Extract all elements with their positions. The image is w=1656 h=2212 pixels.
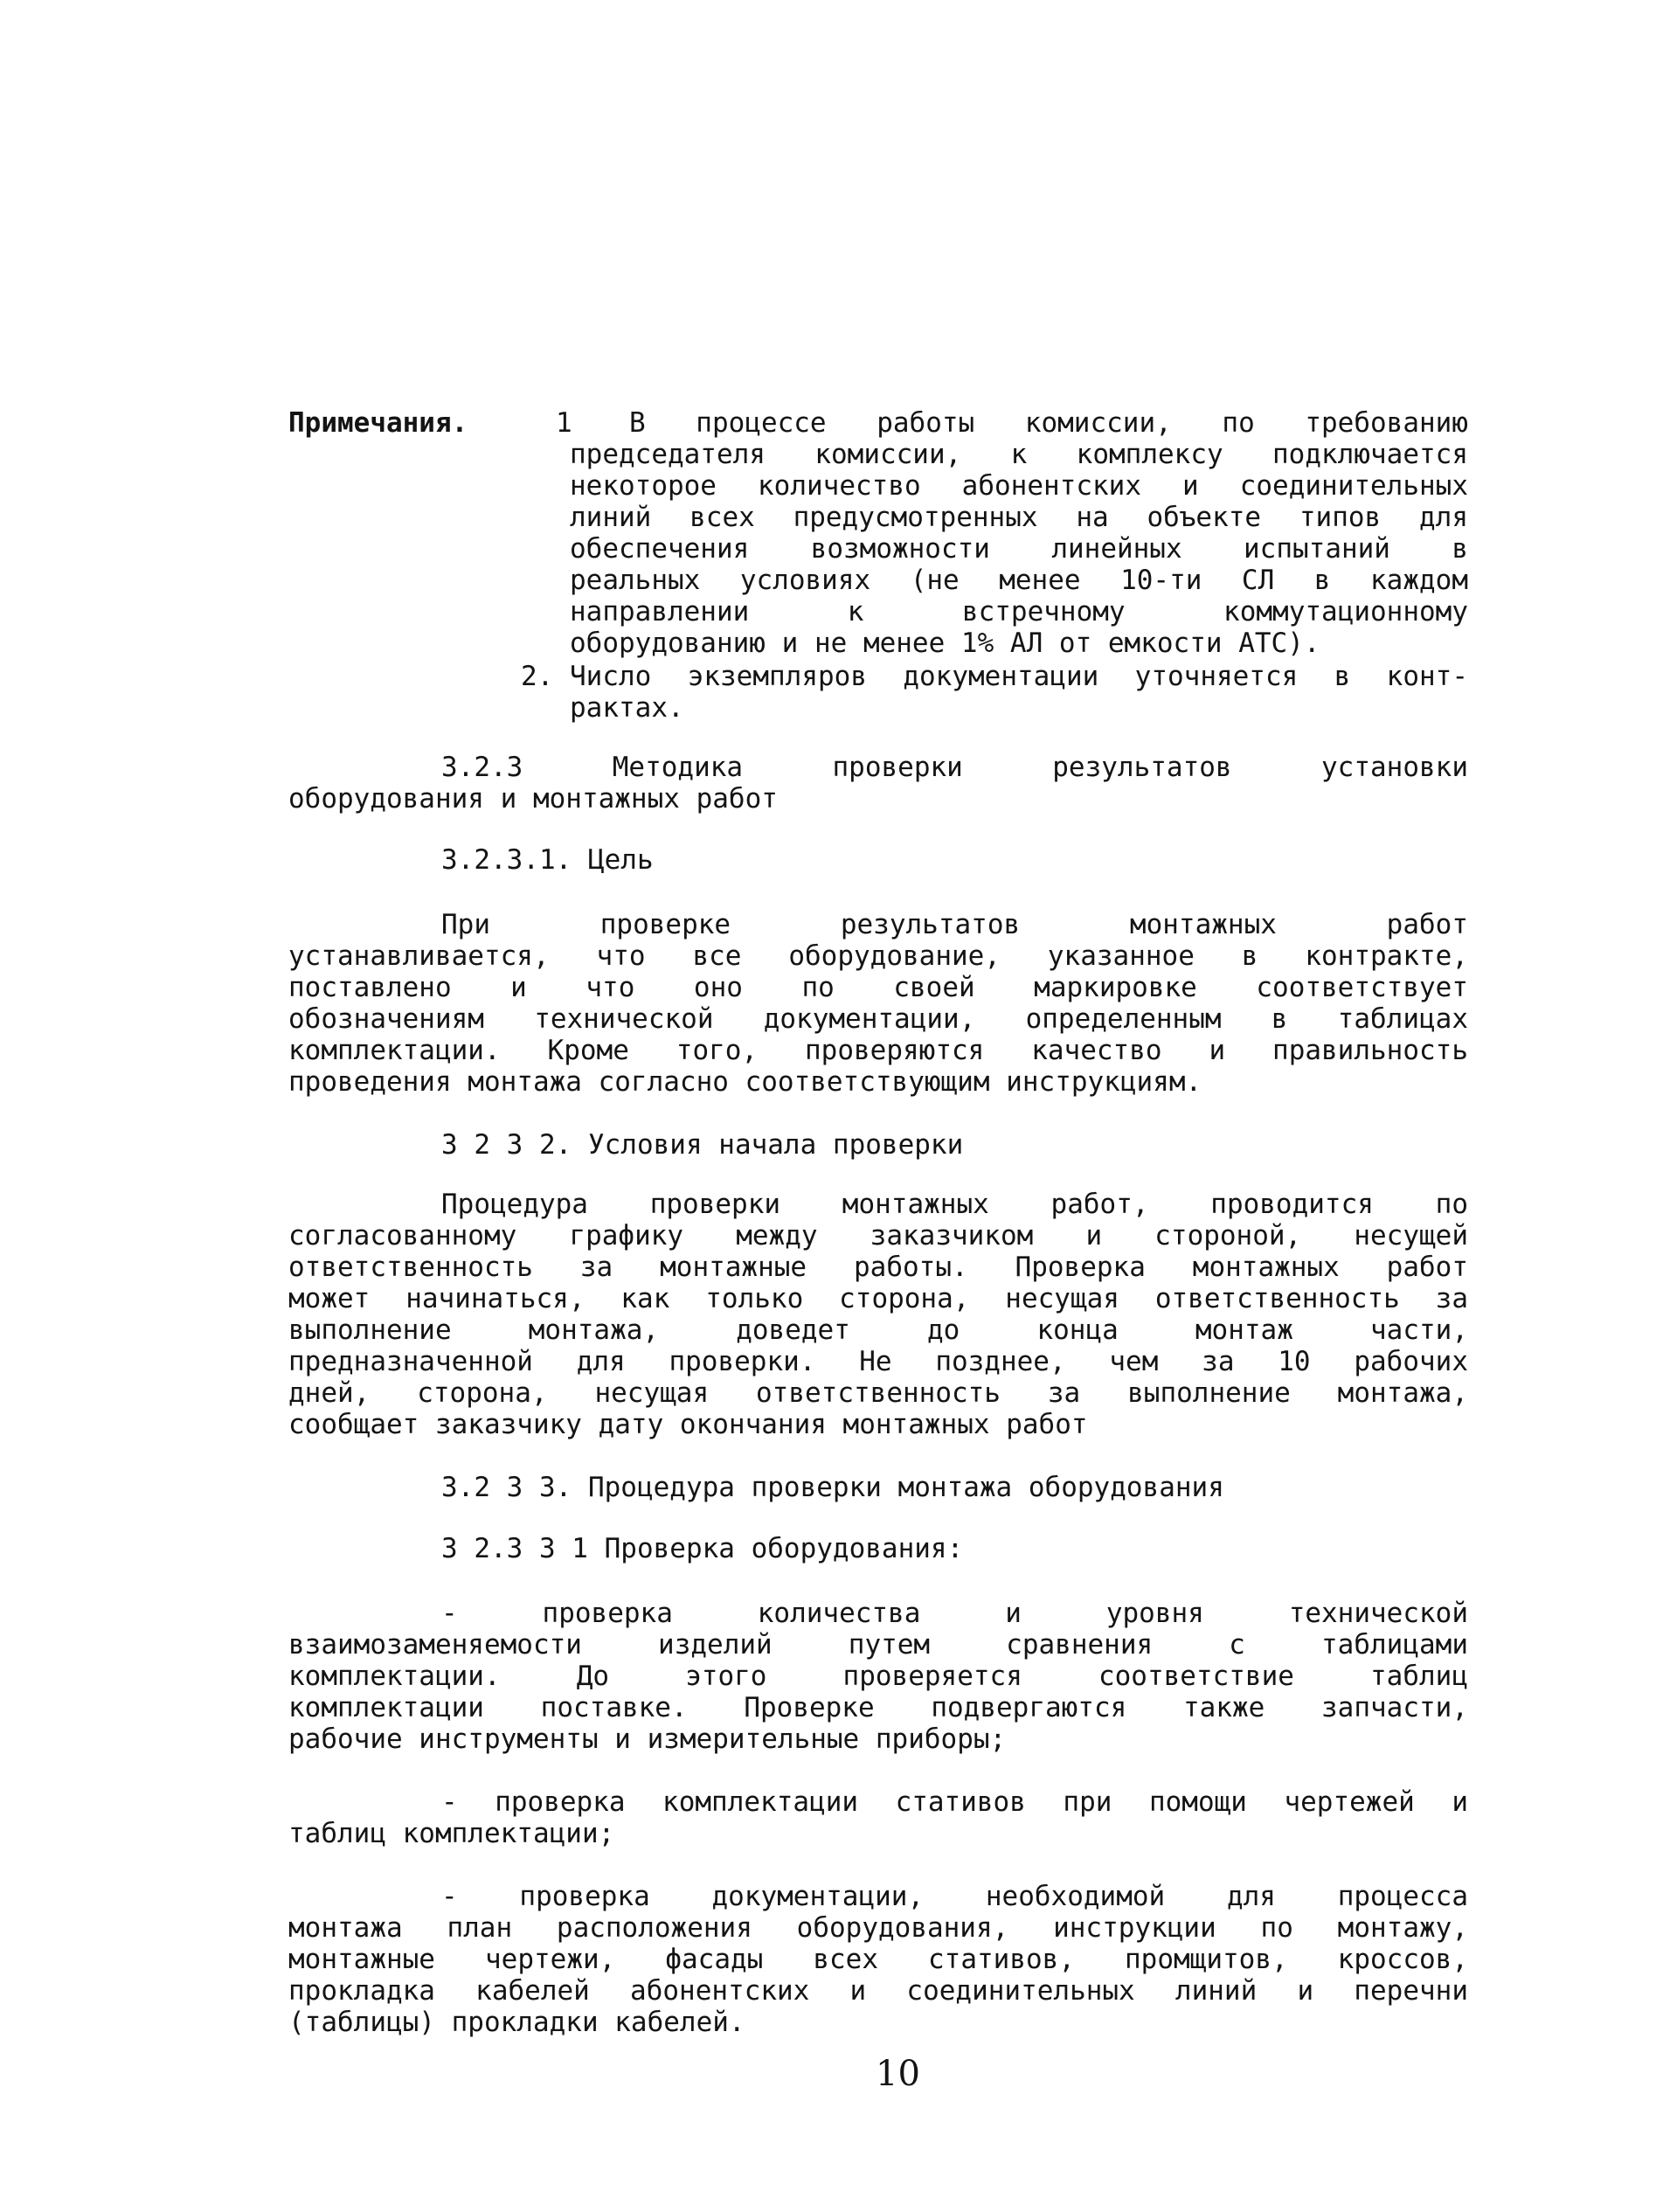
- paragraph-line: сообщает заказчику дату окончания монтажных работ: [288, 1409, 1088, 1440]
- note-1-line: некоторое количество абонентских и соединительных: [570, 470, 1468, 502]
- bullet-line: (таблицы) прокладки кабелей.: [288, 2007, 745, 2038]
- paragraph-line: Процедура проверки монтажных работ, проводится по: [441, 1189, 1468, 1220]
- note-1-line: В процессе работы комиссии, по требованию: [629, 407, 1468, 439]
- bullet-line: - проверка документации, необходимой для процесса: [441, 1881, 1468, 1912]
- note-1-line: линий всех предусмотренных на объекте типов для: [570, 502, 1468, 533]
- bullet-line: прокладка кабелей абонентских и соединительных линий и перечни: [288, 1975, 1468, 2007]
- section-heading-3-2-3-3: 3.2 3 3. Процедура проверки монтажа оборудования: [441, 1472, 1224, 1503]
- note-1-line: обеспечения возможности линейных испытаний в: [570, 533, 1468, 565]
- bullet-line: - проверка комплектации стативов при помощи чертежей и: [441, 1786, 1468, 1818]
- paragraph-line: устанавливается, что все оборудование, указанное в контракте,: [288, 940, 1468, 972]
- section-heading-3-2-3-3-1: 3 2.3 3 1 Проверка оборудования:: [441, 1533, 964, 1564]
- bullet-line: - проверка количества и уровня технической: [441, 1598, 1468, 1629]
- bullet-line: комплектации. До этого проверяется соответствие таблиц: [288, 1661, 1468, 1692]
- notes-label: Примечания.: [288, 407, 468, 439]
- note-1-line: направлении к встречному коммутационному: [570, 596, 1468, 628]
- bullet-line: монтажные чертежи, фасады всех стативов, промщитов, кроссов,: [288, 1944, 1468, 1975]
- note-1-number: 1: [556, 407, 572, 439]
- paragraph-line: может начинаться, как только сторона, несущая ответственность за: [288, 1283, 1468, 1314]
- bullet-line: таблиц комплектации;: [288, 1818, 615, 1849]
- bullet-line: рабочие инструменты и измерительные приборы;: [288, 1723, 1007, 1755]
- paragraph-line: обозначениям технической документации, определенным в таблицах: [288, 1003, 1468, 1035]
- paragraph-line: согласованному графику между заказчиком и стороной, несущей: [288, 1220, 1468, 1252]
- note-2-number: 2.: [521, 661, 554, 692]
- note-1-line: оборудованию и не менее 1% АЛ от емкости АТС).: [570, 628, 1320, 659]
- section-heading-3-2-3: 3.2.3 Методика проверки результатов установки: [441, 752, 1468, 783]
- bullet-line: взаимозаменяемости изделий путем сравнения с таблицами: [288, 1629, 1468, 1661]
- section-heading-3-2-3-2: 3 2 3 2. Условия начала проверки: [441, 1129, 964, 1161]
- paragraph-line: проведения монтажа согласно соответствующим инструкциям.: [288, 1066, 1202, 1098]
- paragraph-line: ответственность за монтажные работы. Проверка монтажных работ: [288, 1252, 1468, 1283]
- paragraph-line: При проверке результатов монтажных работ: [441, 909, 1468, 940]
- bullet-line: комплектации поставке. Проверке подвергаются также запчасти,: [288, 1692, 1468, 1723]
- bullet-line: монтажа план расположения оборудования, инструкции по монтажу,: [288, 1912, 1468, 1944]
- paragraph-line: поставлено и что оно по своей маркировке соответствует: [288, 972, 1468, 1003]
- section-heading-3-2-3-1: 3.2.3.1. Цель: [441, 844, 654, 876]
- page-number: 10: [876, 2054, 920, 2094]
- note-2-line: Число экземпляров документации уточняется в конт-: [570, 661, 1468, 692]
- section-heading-3-2-3: оборудования и монтажных работ: [288, 783, 778, 815]
- paragraph-line: предназначенной для проверки. Не позднее, чем за 10 рабочих: [288, 1346, 1468, 1377]
- note-1-line: реальных условиях (не менее 10-ти СЛ в каждом: [570, 565, 1468, 596]
- paragraph-line: выполнение монтажа, доведет до конца монтаж части,: [288, 1314, 1468, 1346]
- note-2-line: рактах.: [570, 692, 684, 724]
- paragraph-line: комплектации. Кроме того, проверяются качество и правильность: [288, 1035, 1468, 1066]
- note-1-line: председателя комиссии, к комплексу подключается: [570, 439, 1468, 470]
- paragraph-line: дней, сторона, несущая ответственность за выполнение монтажа,: [288, 1377, 1468, 1409]
